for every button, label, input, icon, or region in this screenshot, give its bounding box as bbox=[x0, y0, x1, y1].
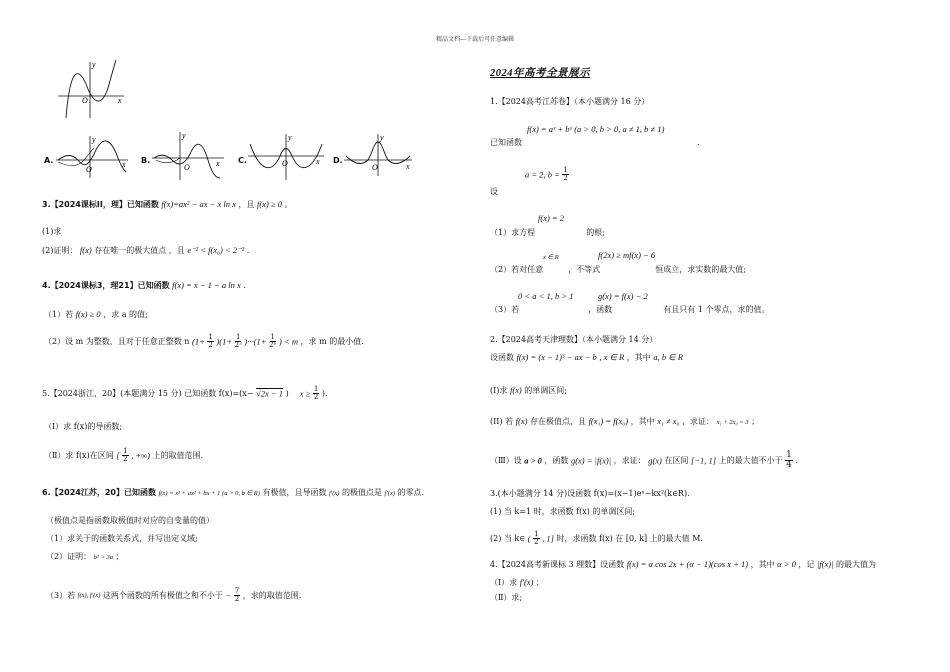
r-q2-p1-f: f(x) bbox=[509, 385, 522, 395]
svg-text:x: x bbox=[122, 160, 126, 169]
page-header: 精品文档---下载后可任意编辑 bbox=[436, 36, 515, 43]
r-q2-p3 bbox=[490, 451, 798, 470]
r-q2-p3-cond: a > 0 bbox=[524, 455, 542, 466]
svg-text:O: O bbox=[86, 165, 92, 174]
q6-fp2: f′(x) bbox=[384, 490, 395, 497]
r-q2-p2-b: 存在极值点，且 bbox=[530, 417, 586, 426]
r-q1-dot: . bbox=[697, 138, 700, 147]
q6-head: 6.【2024江苏，20】已知函数 bbox=[42, 488, 157, 497]
axis-x-label: x bbox=[118, 96, 122, 105]
r-q4-p1-a: （Ⅰ）求 bbox=[490, 578, 518, 587]
q3-line bbox=[42, 199, 293, 210]
svg-text:O: O bbox=[372, 163, 378, 172]
r-q2-p3-f: . bbox=[795, 456, 798, 465]
svg-text:y: y bbox=[92, 135, 96, 144]
r-q2-p3-gx: g(x) bbox=[648, 455, 662, 466]
q4-part1-a: （1）若 bbox=[44, 310, 74, 319]
r-q4-abs: |f(x)| bbox=[816, 559, 834, 569]
origin-label: O bbox=[82, 96, 88, 105]
q6-line bbox=[42, 487, 424, 498]
q3-part2-f: f(x) bbox=[79, 245, 92, 255]
r-q1-p2 bbox=[490, 264, 746, 275]
r-q1-p3-a: （3）若 bbox=[490, 305, 520, 314]
q5-mid: ) bbox=[285, 389, 289, 398]
q4-part1-b: ，求 a 的值; bbox=[103, 310, 148, 319]
q6-part3-c: 这两个函数的所有极值之和不小于 bbox=[102, 591, 223, 600]
q4-tail: . bbox=[243, 281, 246, 290]
r-q1-p3-g: g(x) = f(x) − 2 bbox=[598, 291, 648, 301]
r-q2-p2-neq: x₁ ≠ x₀ bbox=[657, 416, 680, 426]
q5-line bbox=[42, 386, 328, 401]
r-q1-cond bbox=[525, 167, 569, 182]
q3-part1: (1)求 bbox=[42, 227, 62, 236]
r-q2-p3-b: ，函数 bbox=[544, 456, 569, 465]
q4-function: f(x) = x − 1 − a ln x bbox=[172, 280, 241, 290]
option-a-label: A. bbox=[44, 156, 54, 165]
r-q3-p2-b: 时，求函数 f(x) 在 [0, k] 上的最大值 M. bbox=[556, 534, 703, 543]
cubic-graph bbox=[56, 58, 128, 122]
q4-part2-a: （2）设 m 为整数，且对于任意正整数 n bbox=[44, 337, 190, 346]
q3-part2-a: (2)证明： bbox=[42, 246, 78, 255]
svg-text:y: y bbox=[288, 133, 292, 142]
option-c-label: C. bbox=[238, 156, 247, 165]
q5-part2-b: [ bbox=[116, 450, 120, 461]
r-q2-set: 设函数 bbox=[490, 353, 514, 362]
q6-mid: 有极值，且导函数 bbox=[262, 488, 327, 497]
r-q4-p2: （Ⅱ）求; bbox=[490, 593, 523, 602]
q6-part3-neg: − bbox=[225, 590, 232, 601]
r-q2-p2-a: (II) 若 bbox=[490, 417, 514, 426]
r-q4-head: 4.【2024高考新课标 3 理数】设函数 bbox=[490, 560, 625, 569]
r-q1-p1-a: （1）求方程 bbox=[490, 228, 536, 237]
r-q1-p3-cond: 0 < a < 1, b > 1 bbox=[518, 291, 574, 301]
q3-part2-ineq: e⁻² < f(x₀) < 2⁻² bbox=[187, 245, 245, 255]
r-q4-p1-b: ； bbox=[535, 578, 544, 587]
q6-function: f(x) = x³ + ax² + bx + 1 (a > 0, b ∈ R) bbox=[158, 490, 260, 497]
r-q1-p3-c: 有且只有 1 个零点，求的值。 bbox=[663, 305, 770, 314]
q5-part1: （Ⅰ）求 f(x)的导函数; bbox=[44, 422, 123, 431]
r-q1-cond-text: a = 2, b = bbox=[525, 169, 560, 180]
r-q2-p2-d: ，求证： bbox=[682, 417, 715, 426]
r-q1-p1-b: 的根; bbox=[586, 228, 605, 237]
q3-part2 bbox=[42, 245, 249, 256]
q6-part3-a: （3）若 bbox=[46, 591, 76, 600]
q3-part2-b: 存在唯一的极大值点 bbox=[94, 246, 167, 255]
r-q4-mid2: ，记 bbox=[798, 560, 815, 569]
r-q1-p3-b: ，函数 bbox=[588, 305, 613, 314]
q4-part2-expr3: )···(1+ bbox=[244, 336, 267, 347]
r-q1-p1 bbox=[490, 227, 605, 238]
q6-part2-a: （2）证明： bbox=[46, 552, 92, 561]
option-c-graph bbox=[246, 132, 326, 182]
r-q2-p1-b: 的单调区间; bbox=[524, 386, 567, 395]
r-q2-p1 bbox=[490, 385, 567, 396]
section-title: 2024年高考全景展示 bbox=[490, 68, 590, 79]
q4-part2-b: ，求 m 的最小值. bbox=[300, 337, 364, 346]
r-q2-p2-e: ； bbox=[751, 417, 760, 426]
q6-part1: （1）求关于的函数关系式，并写出定义域; bbox=[46, 534, 198, 543]
option-a-graph bbox=[54, 134, 130, 180]
r-q3-head: 3.(本小题满分 14 分)设函数 f(x)=(x−1)eˣ−kx²(k∈R). bbox=[490, 489, 690, 498]
q4-part2-expr4: ) < m bbox=[279, 336, 298, 347]
r-q2-p2-f: f(x) bbox=[515, 416, 528, 426]
r-q4-function: f(x) = α cos 2x + (α − 1)(cos x + 1) bbox=[626, 559, 749, 569]
q6-tail: 的零点. bbox=[397, 488, 425, 497]
svg-text:y: y bbox=[380, 133, 384, 142]
r-q1-head: 1.【2024高考江苏卷】（本小题满分 16 分） bbox=[490, 97, 650, 106]
q3-cond: f(x) ≥ 0 bbox=[256, 199, 282, 209]
q4-frac-2: $\frac{1}{\text{2²}}$ bbox=[234, 333, 242, 349]
r-q2-mid: ，其中 bbox=[626, 353, 651, 362]
r-q1-set: 设 bbox=[490, 187, 498, 196]
r-q2-p3-c: ，求证： bbox=[613, 456, 646, 465]
q5-cond-frac: $\frac{1}{2}$ bbox=[313, 385, 319, 401]
svg-text:y: y bbox=[182, 131, 186, 140]
r-q2-ab: a, b ∈ R bbox=[653, 352, 683, 362]
r-q4-cond: α > 0 bbox=[777, 559, 796, 569]
r-q3-p2-a: (2) 当 k∈ bbox=[490, 534, 526, 543]
r-q2-p2-c: ，其中 bbox=[630, 417, 655, 426]
r-q3-p1: (1) 当 k=1 时，求函数 f(x) 的单调区间; bbox=[490, 507, 636, 516]
q5-interval-frac: $\frac{1}{2}$ bbox=[123, 447, 128, 463]
svg-text:O: O bbox=[184, 163, 190, 172]
r-q1-known-text: 已知函数 bbox=[490, 138, 522, 147]
q4-part2-expr2: )(1+ bbox=[216, 336, 233, 347]
q6-part2-c: ； bbox=[115, 552, 124, 561]
q6-part2 bbox=[46, 551, 124, 562]
r-q3-p2: (2) 当 k∈ ( $\frac{1}{2}$ , 1] 时，求函数 f(x) 在 [0, k] 上的最大值 M. bbox=[490, 530, 703, 546]
svg-text:x: x bbox=[316, 157, 320, 166]
q4-head: 4.【2024课标3，理21】已知函数 bbox=[42, 281, 170, 290]
r-q4-p1-f: f′(x) bbox=[519, 577, 534, 587]
r-q4-tail: 的最大值为 bbox=[835, 560, 876, 569]
r-q2-p2-eq: f(x₁) = f(x₀) bbox=[588, 416, 629, 426]
r-q2-head: 2.【2024高考天津理数】（本小题满分 14 分） bbox=[490, 335, 658, 344]
q3-head: 3.【2024课标II，理】已知函数 bbox=[42, 200, 159, 209]
option-b-graph bbox=[150, 130, 226, 182]
svg-text:x: x bbox=[216, 159, 220, 168]
q6-fp: f′(x) bbox=[329, 490, 340, 497]
r-q2-p3-g: g(x) = |f(x)| bbox=[570, 455, 612, 466]
q3-part2-d: . bbox=[246, 246, 250, 255]
r-q2-p1-a: (I)求 bbox=[490, 386, 508, 395]
option-d-graph bbox=[342, 132, 414, 178]
r-q2-p3-frac: $\frac{1}{4}$ bbox=[786, 450, 792, 470]
q5-tail: ). bbox=[321, 389, 328, 398]
r-q2-xin: , x ∈ R bbox=[599, 352, 625, 362]
q4-line bbox=[42, 280, 246, 291]
r-q1-p1-eq: f(x) = 2 bbox=[538, 213, 565, 223]
q6-part3-frac: $\frac{7}{2}$ bbox=[234, 587, 240, 603]
r-q1-cond-frac: $\frac{1}{2}$ bbox=[563, 166, 568, 182]
q6-note: （极值点是指函数取极值时对应的自变量的值） bbox=[46, 516, 214, 525]
q3-function: f(x)=ax² − ax − x ln x bbox=[161, 199, 236, 209]
q6-part3 bbox=[46, 588, 301, 603]
r-q1-p2-x: x ∈ R bbox=[543, 254, 559, 261]
q6-part3-d: ，求的取值范围. bbox=[242, 591, 302, 600]
q5-root: √2x − 1 bbox=[256, 388, 284, 399]
q3-tail: ，且 bbox=[238, 200, 255, 209]
q3-part2-c: ，且 bbox=[168, 246, 185, 255]
r-q1-p2-ineq: f(2x) ≥ mf(x) − 6 bbox=[598, 250, 656, 260]
q5-head: 5.【2024浙江，20】(本题满分 15 分) 已知函数 f(x)=(x− bbox=[42, 389, 254, 398]
q5-part2-c: , +∞) bbox=[131, 450, 151, 461]
r-q1-p3 bbox=[490, 304, 769, 315]
option-b-label: B. bbox=[141, 156, 151, 165]
svg-text:O: O bbox=[282, 159, 288, 168]
r-q1-p2-b: ，不等式 bbox=[568, 265, 601, 274]
r-q2-p3-int: [−1, 1] bbox=[690, 455, 717, 466]
q4-part1 bbox=[44, 309, 148, 320]
r-q4-mid: ，其中 bbox=[750, 560, 775, 569]
q5-part2-a: （Ⅱ）求 f(x)在区间 bbox=[44, 451, 114, 460]
q6-part2-b: b² > 3a bbox=[93, 554, 113, 561]
r-q4-line bbox=[490, 559, 876, 570]
svg-text:x: x bbox=[406, 162, 410, 171]
q4-part2 bbox=[44, 334, 364, 349]
r-q2-p3-a: （Ⅲ）设 bbox=[490, 456, 522, 465]
r-q2-p3-e: 上的最大值不小于 bbox=[718, 456, 783, 465]
r-q1-p2-a: （2）若对任意 bbox=[490, 265, 544, 274]
r-q1-p2-c: 恒成立，求实数的最大值; bbox=[655, 265, 746, 274]
q6-part3-b: f(x), f′(x) bbox=[77, 592, 101, 599]
q4-frac-3: $\frac{1}{\text{2ⁿ}}$ bbox=[269, 333, 277, 349]
r-q1-function: f(x) = aˣ + bˣ (a > 0, b > 0, a ≠ 1, b ≠ 1) bbox=[527, 124, 665, 134]
q5-cond: x ≥ bbox=[299, 388, 311, 399]
q5-part2-d: 上的取值范围. bbox=[152, 451, 204, 460]
q3-end: 。 bbox=[284, 200, 293, 209]
r-q2-p3-d: 在区间 bbox=[664, 456, 689, 465]
r-q2-function: f(x) = (x − 1)³ − ax − b bbox=[516, 352, 597, 362]
r-q1-known bbox=[490, 137, 700, 148]
axis-y-label: y bbox=[92, 60, 96, 69]
r-q3-p2-frac: $\frac{1}{2}$ bbox=[534, 530, 539, 546]
q5-part2 bbox=[44, 448, 203, 463]
option-d-label: D. bbox=[333, 156, 343, 165]
r-q2-p2 bbox=[490, 416, 759, 427]
q4-part1-f: f(x) ≥ 0 bbox=[75, 309, 101, 319]
q6-mid2: 的极值点是 bbox=[342, 488, 382, 497]
q4-part2-expr1: (1+ bbox=[192, 336, 205, 347]
r-q4-p1 bbox=[490, 577, 544, 588]
q4-frac-1: $\frac{1}{2}$ bbox=[208, 333, 213, 349]
r-q2-line bbox=[490, 352, 683, 363]
r-q2-p2-res: x₁ + 2x₀ = 3 bbox=[716, 419, 749, 426]
